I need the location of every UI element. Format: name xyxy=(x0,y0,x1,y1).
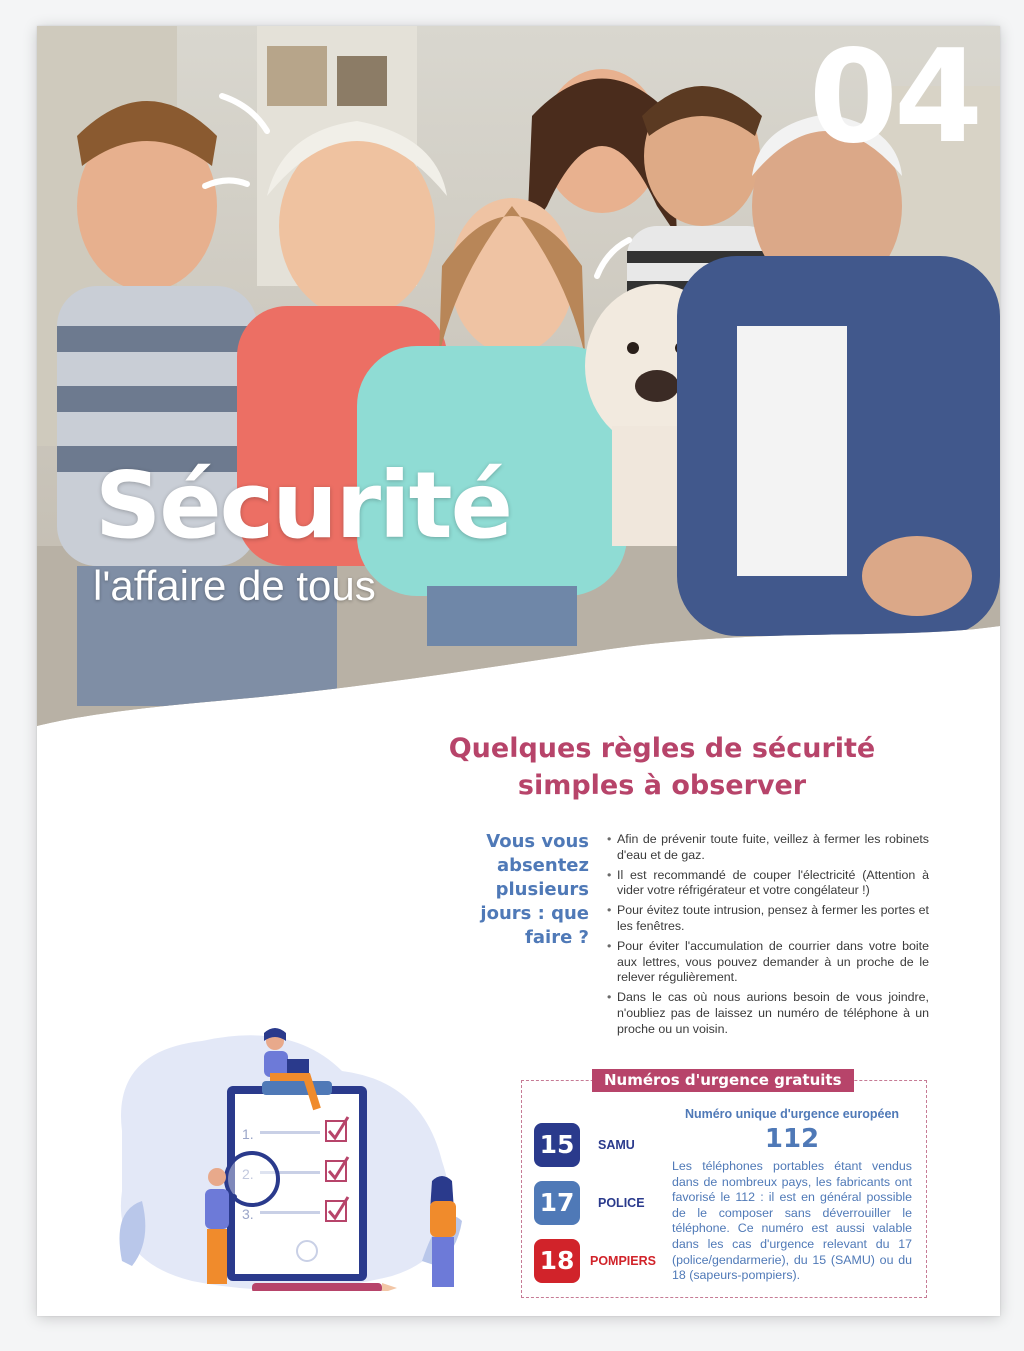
page-title: Sécurité xyxy=(95,452,511,559)
side-question-line: faire ? xyxy=(525,927,589,948)
list-item: • Afin de prévenir toute fuite, veillez à fermer les robinets d'eau et de gaz. xyxy=(607,832,929,864)
side-question-line: absentez xyxy=(496,855,589,876)
section-heading-line1: Quelques règles de sécurité xyxy=(448,733,876,764)
emergency-row-samu xyxy=(534,1123,664,1167)
list-item: • Pour évitez toute intrusion, pensez à fermer les portes et les fenêtres. xyxy=(607,903,929,935)
emergency-row-police xyxy=(534,1181,664,1225)
list-item: • Il est recommandé de couper l'électricité (Attention à vider votre réfrigérateur et votre congélateur !) xyxy=(607,868,929,900)
section-heading-line2: simples à observer xyxy=(517,770,807,801)
side-question-line: jours : que xyxy=(480,903,589,924)
emergency-numbers-panel xyxy=(521,1071,927,1298)
list-number: 3. xyxy=(242,1206,254,1222)
emergency-number-badge: 17 xyxy=(534,1181,580,1225)
emergency-number-badge: 15 xyxy=(534,1123,580,1167)
emergency-label: POMPIERS xyxy=(590,1254,656,1268)
emergency-label: POLICE xyxy=(598,1196,645,1210)
eu-number-title: Numéro unique d'urgence européen xyxy=(684,1107,900,1121)
side-question-line: Vous vous xyxy=(486,831,589,852)
emergency-row-pompiers xyxy=(534,1239,664,1283)
list-item: • Dans le cas où nous aurions besoin de vous joindre, n'oubliez pas de laissez un numéro de téléphone à un proche ou un voisin. xyxy=(607,990,929,1037)
list-item: • Pour éviter l'accumulation de courrier dans votre boite aux lettres, vous pouvez demander à un proche de le relever régulièrement. xyxy=(607,939,929,986)
emergency-number-badge: 18 xyxy=(534,1239,580,1283)
advice-list xyxy=(607,832,929,1042)
checklist-illustration xyxy=(92,1011,472,1295)
page-subtitle: l'affaire de tous xyxy=(93,562,376,609)
eu-number-description: Les téléphones portables étant vendus dans de nombreux pays, les fabricants ont favorisé le 112 : il est en général possible de le composer sans déverrouiller le téléphone. Ce numéro est aussi valable dans les cas d'urgence relevant du 17 (police/gendarmerie), du 15 (SAMU) ou du 18 (sapeurs-pompiers). xyxy=(672,1159,912,1283)
side-question xyxy=(457,830,589,950)
list-number: 1. xyxy=(242,1126,254,1142)
side-question-line: plusieurs xyxy=(495,879,589,900)
emergency-label: SAMU xyxy=(598,1138,635,1152)
page-number: 04 xyxy=(808,26,979,172)
brochure-page xyxy=(37,26,1000,1316)
emergency-title: Numéros d'urgence gratuits xyxy=(592,1069,854,1092)
eu-number: 112 xyxy=(764,1124,820,1154)
section-heading xyxy=(437,730,887,804)
